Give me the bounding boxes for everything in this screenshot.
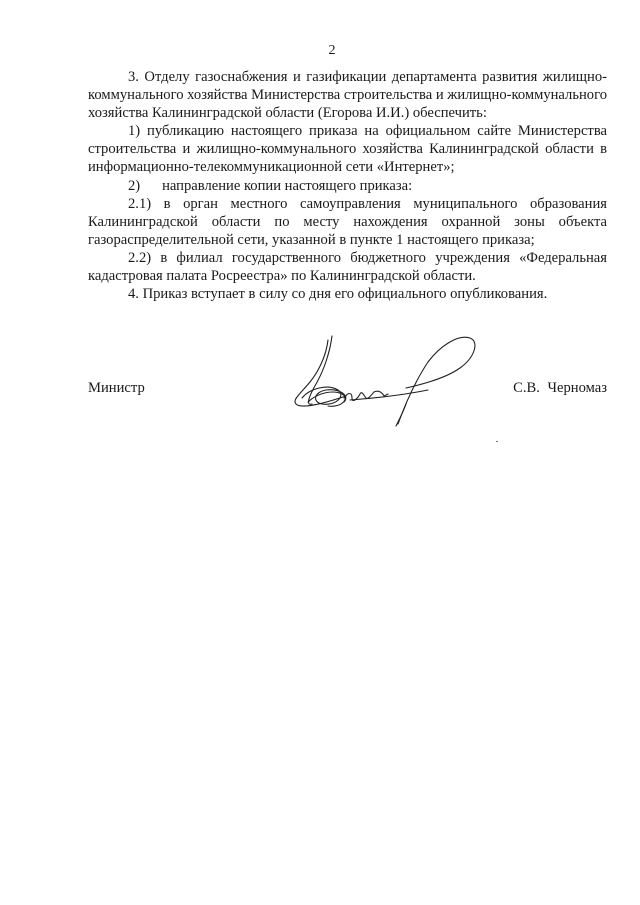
scan-speck: [496, 441, 498, 442]
signer-position: Министр: [88, 380, 145, 396]
paragraph-3: 3. Отделу газоснабжения и газификации департамента развития жилищно-коммунального хозяйства Министерства строительства и жилищно-коммунального хозяйства Калининградской области (Егорова И.И.) обеспечить:: [88, 69, 607, 122]
document-body: [88, 68, 607, 303]
paragraph-3-2-label: 2): [128, 177, 141, 194]
paragraph-3-2-2: 2.2) в филиал государственного бюджетного учреждения «Федеральная кадастровая палата Росреестра» по Калининградской области.: [88, 249, 607, 285]
paragraph-3-1: 1) публикацию настоящего приказа на официальном сайте Министерства строительства и жилищно-коммунального хозяйства Калининградской области в информационно-телекоммуникационной сети «Интернет»;: [88, 123, 607, 176]
handwritten-signature: [288, 332, 488, 427]
page-number: 2: [328, 43, 336, 58]
paragraph-4: 4. Приказ вступает в силу со дня его официального опубликования.: [128, 286, 548, 303]
paragraph-3-2: [88, 177, 607, 195]
paragraph-3-2-1: 2.1) в орган местного самоуправления муниципального образования Калининградской области по месту нахождения охранной зоны объекта газораспределительной сети, указанной в пункте 1 настоящего приказа;: [88, 195, 607, 248]
signer-name: С.В. Черномаз: [513, 380, 607, 396]
paragraph-3-2-text: направление копии настоящего приказа:: [162, 177, 413, 194]
